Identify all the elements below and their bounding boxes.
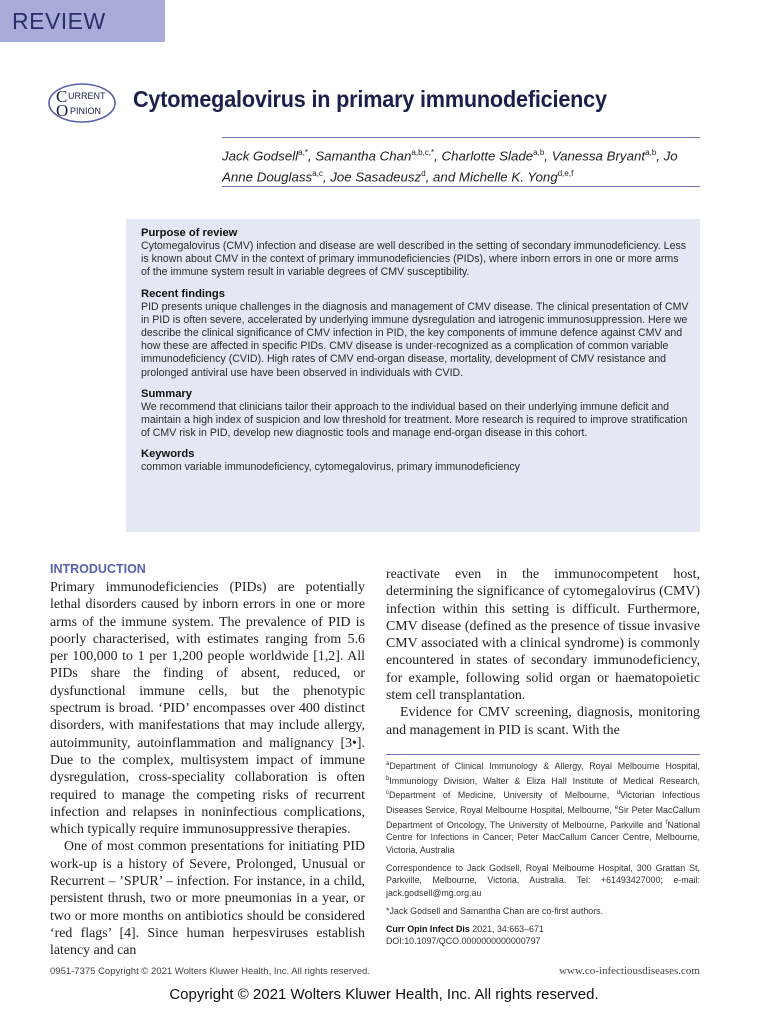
body-paragraph: One of most common presentations for initiating PID work-up is a history of Severe, Prolonged, Unusual or Recurrent – ’SPUR’ – infection. For instance, in a child, persistent thrush, two or more pneumonias in a year, or two or more months on antibiotics should be considered ‘red flags’ [4]. Since human herpesviruses establish latency and can xyxy=(50,839,365,959)
footer-issn-copyright: 0951-7375 Copyright © 2021 Wolters Kluwer Health, Inc. All rights reserved. xyxy=(50,966,370,977)
purpose-text: Cytomegalovirus (CMV) infection and disease are well described in the setting of secondary immunodeficiency. Less is known about CMV in the context of primary immunodeficiencies (PIDs), where inborn errors in one or more arms of the immune system result in variable degrees of CMV susceptibility. xyxy=(141,240,687,279)
author-affil: d,e,f xyxy=(557,169,574,179)
abstract-box xyxy=(126,219,700,532)
author-affil: a,c xyxy=(312,169,323,179)
journal-citation: Curr Opin Infect Dis 2021, 34:663–671 xyxy=(386,923,544,934)
author-name: Charlotte Slade xyxy=(441,148,534,164)
author-name: Michelle K. Yong xyxy=(458,169,558,185)
findings-text: PID presents unique challenges in the diagnosis and management of CMV disease. The clinical presentation of CMV in PID is often severe, accelerated by underlying immune dysregulation and iatrogenic immunosuppression. Here we describe the clinical significance of CMV infection in PID, the key components of immune defence against CMV and how these are affected in specific PIDs. CMV disease is under-recognized as a complication of common variable immunodeficiency (CVID). High rates of CMV end-organ disease, mortality, development of CMV resistance and prolonged antiviral use have been observed in individuals with CVID. xyxy=(141,300,689,379)
section-tab: REVIEW xyxy=(0,0,165,42)
author-affil: a,b xyxy=(645,148,657,157)
purpose-heading: Purpose of review xyxy=(141,227,238,239)
author-affil: a,* xyxy=(298,148,308,157)
logo-line-1: URRENT xyxy=(68,91,106,101)
logo-line-2: PINION xyxy=(70,106,102,116)
affiliations-block xyxy=(386,758,700,948)
logo-initial-c: C xyxy=(56,87,68,106)
affiliation-list: $^a$Department of Clinical Immunology & Allergy, Royal Melbourne Hospital, $^b$Immunology Division, Walter & Eliza Hall Institute of Medical Research, $^c$Department of Medicine, University of Melbourne, $^d$Victorian Infectious Diseases Service, Royal Melbourne Hospital, Melbourne, $^e$Sir Peter MacCallum Department of Oncology, The University of Melbourne, Parkville and $^f$National Centre for Infections in Cancer, Peter MacCallum Cancer Centre, Melbourne, Victoria, Australia xyxy=(386,760,701,856)
article-title: Cytomegalovirus in primary immunodeficiency xyxy=(133,86,607,112)
authors-rule xyxy=(222,186,700,187)
journal-website-link[interactable]: www.co-infectiousdiseases.com xyxy=(558,965,700,977)
author-affil: a,b xyxy=(533,148,545,157)
author-affil: a,b,c,* xyxy=(411,148,435,157)
author-name: Vanessa Bryant xyxy=(551,148,646,164)
summary-heading: Summary xyxy=(141,387,192,400)
current-opinion-logo xyxy=(47,82,117,124)
logo-initial-o: O xyxy=(56,101,69,120)
title-rule xyxy=(222,137,700,138)
body-paragraph: Evidence for CMV screening, diagnosis, monitoring and management in PID is scant. With the xyxy=(386,705,700,738)
author-list: Jack Godsell$^{a,*}$, Samantha Chan$^{a,b,c,*}$, Charlotte Slade$^{a,b}$, Vanessa Bryant$^{a,b}$, Jo Anne Douglass$^{a,c}$, Joe Sasadeusz$^d$, and Michelle K. Yong$^{d,e,f}$ xyxy=(222,148,678,185)
body-paragraph: Primary immunodeficiencies (PIDs) are potentially lethal disorders caused by inborn errors in one or more arms of the immune system. The prevalence of PID is poorly characterised, with estimates ranging from 5.6 per 100,000 to 1 per 1,200 people worldwide [1,2]. All PIDs share the finding of absent, reduced, or dysfunctional immune cells, but the phenotypic spectrum is broad. ‘PID’ encompasses over 400 distinct disorders, with manifestations that may include allergy, autoimmunity, autoinflammation and malignancy [3•]. Due to the complex, multisystem impact of immune dysregulation, cross-speciality collaboration is often required to manage the competing risks of recurrent infection and relapses in noninfectious complications, which typically require immunosuppressive therapies. xyxy=(50,580,365,838)
findings-heading: Recent findings xyxy=(141,287,225,300)
right-column xyxy=(386,566,700,739)
summary-text: We recommend that clinicians tailor their approach to the individual based on their underlying immune deficit and maintain a high index of suspicion and low threshold for treatment. More research is required to improve stratification of CMV risk in PID, develop new diagnostic tools and manage end-organ disease in this cohort. xyxy=(141,400,688,440)
author-affil: d xyxy=(421,169,426,179)
correspondence: Correspondence to Jack Godsell, Royal Melbourne Hospital, 300 Grattan St, Parkville, Melbourne, Victoria, Australia. Tel: +61493427000; e-mail: jack.godsell@mg.org.au xyxy=(386,862,700,899)
author-name: Joe Sasadeusz xyxy=(330,169,422,185)
author-name: Jack Godsell xyxy=(222,148,299,164)
doi: DOI:10.1097/QCO.0000000000000797 xyxy=(386,936,541,947)
author-name: Jo Anne Douglass xyxy=(222,148,678,185)
left-column xyxy=(50,562,365,960)
body-paragraph: reactivate even in the immunocompetent host, determining the significance of cytomegalovirus (CMV) infection within this setting is difficult. Furthermore, CMV disease (defined as the presence of tissue invasive CMV associated with a clinical syndrome) is commonly encountered in states of secondary immunodeficiency, for example, following solid organ or haematopoietic stem cell transplantation. xyxy=(386,567,700,704)
journal-name: Curr Opin Infect Dis xyxy=(386,923,470,934)
author-name: Samantha Chan xyxy=(315,148,412,164)
cofirst-note: *Jack Godsell and Samantha Chan are co-first authors. xyxy=(386,905,604,916)
keywords-text: common variable immunodeficiency, cytomegalovirus, primary immunodeficiency xyxy=(141,461,520,474)
copyright-banner: Copyright © 2021 Wolters Kluwer Health, Inc. All rights reserved. xyxy=(169,986,599,1003)
affiliations-rule xyxy=(386,754,700,755)
keywords-heading: Keywords xyxy=(141,448,195,461)
introduction-heading: INTRODUCTION xyxy=(50,562,146,576)
